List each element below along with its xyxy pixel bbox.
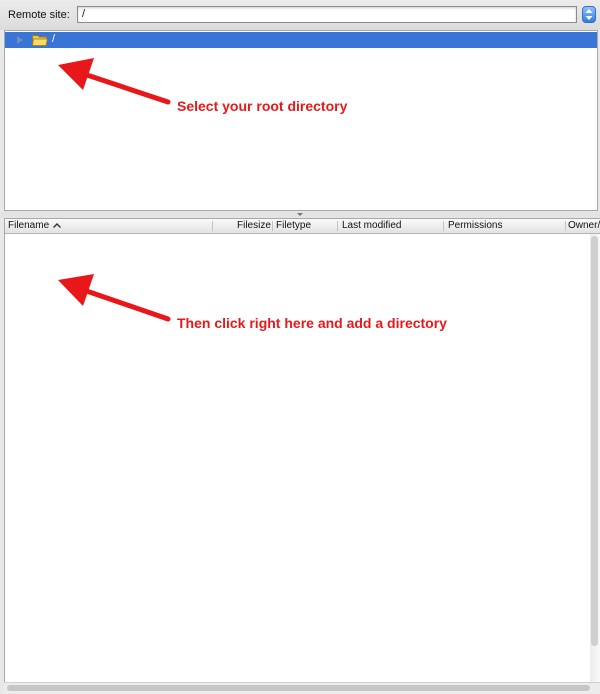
remote-site-label: Remote site: — [8, 9, 70, 21]
vertical-scrollbar-thumb[interactable] — [591, 236, 598, 646]
column-header-permissions[interactable]: Permissions — [448, 220, 503, 231]
stepper-icon — [585, 9, 593, 20]
expand-triangle-icon[interactable] — [17, 36, 23, 44]
tree-item-root[interactable] — [5, 32, 597, 48]
column-divider[interactable] — [565, 221, 566, 231]
annotation-select-root: Select your root directory — [177, 98, 348, 114]
annotation-arrow-icon — [50, 272, 175, 327]
column-header-last-modified[interactable]: Last modified — [342, 220, 402, 231]
tree-item-label: / — [52, 33, 56, 45]
splitter-grip-icon[interactable] — [297, 213, 303, 216]
column-divider[interactable] — [272, 221, 273, 231]
column-divider[interactable] — [212, 221, 213, 231]
column-header-filesize[interactable]: Filesize — [237, 220, 271, 231]
horizontal-scrollbar[interactable] — [4, 682, 600, 694]
column-header-filename[interactable]: Filename — [8, 220, 50, 231]
annotation-add-directory: Then click right here and add a directory — [177, 315, 447, 331]
annotation-arrow-icon — [50, 55, 175, 110]
column-header-filetype[interactable]: Filetype — [276, 220, 312, 231]
remote-site-bar — [0, 0, 600, 30]
column-divider[interactable] — [443, 221, 444, 231]
remote-site-dropdown-button[interactable] — [582, 6, 596, 23]
column-header-owner[interactable]: Owner/ — [568, 220, 600, 231]
pane-splitter[interactable] — [0, 211, 600, 218]
remote-site-input[interactable]: / — [77, 6, 577, 23]
vertical-scrollbar[interactable] — [590, 234, 600, 686]
sort-ascending-icon[interactable] — [53, 223, 61, 228]
column-divider[interactable] — [337, 221, 338, 231]
horizontal-scrollbar-thumb[interactable] — [7, 685, 590, 691]
folder-icon — [32, 34, 48, 46]
file-list-header — [5, 219, 600, 234]
